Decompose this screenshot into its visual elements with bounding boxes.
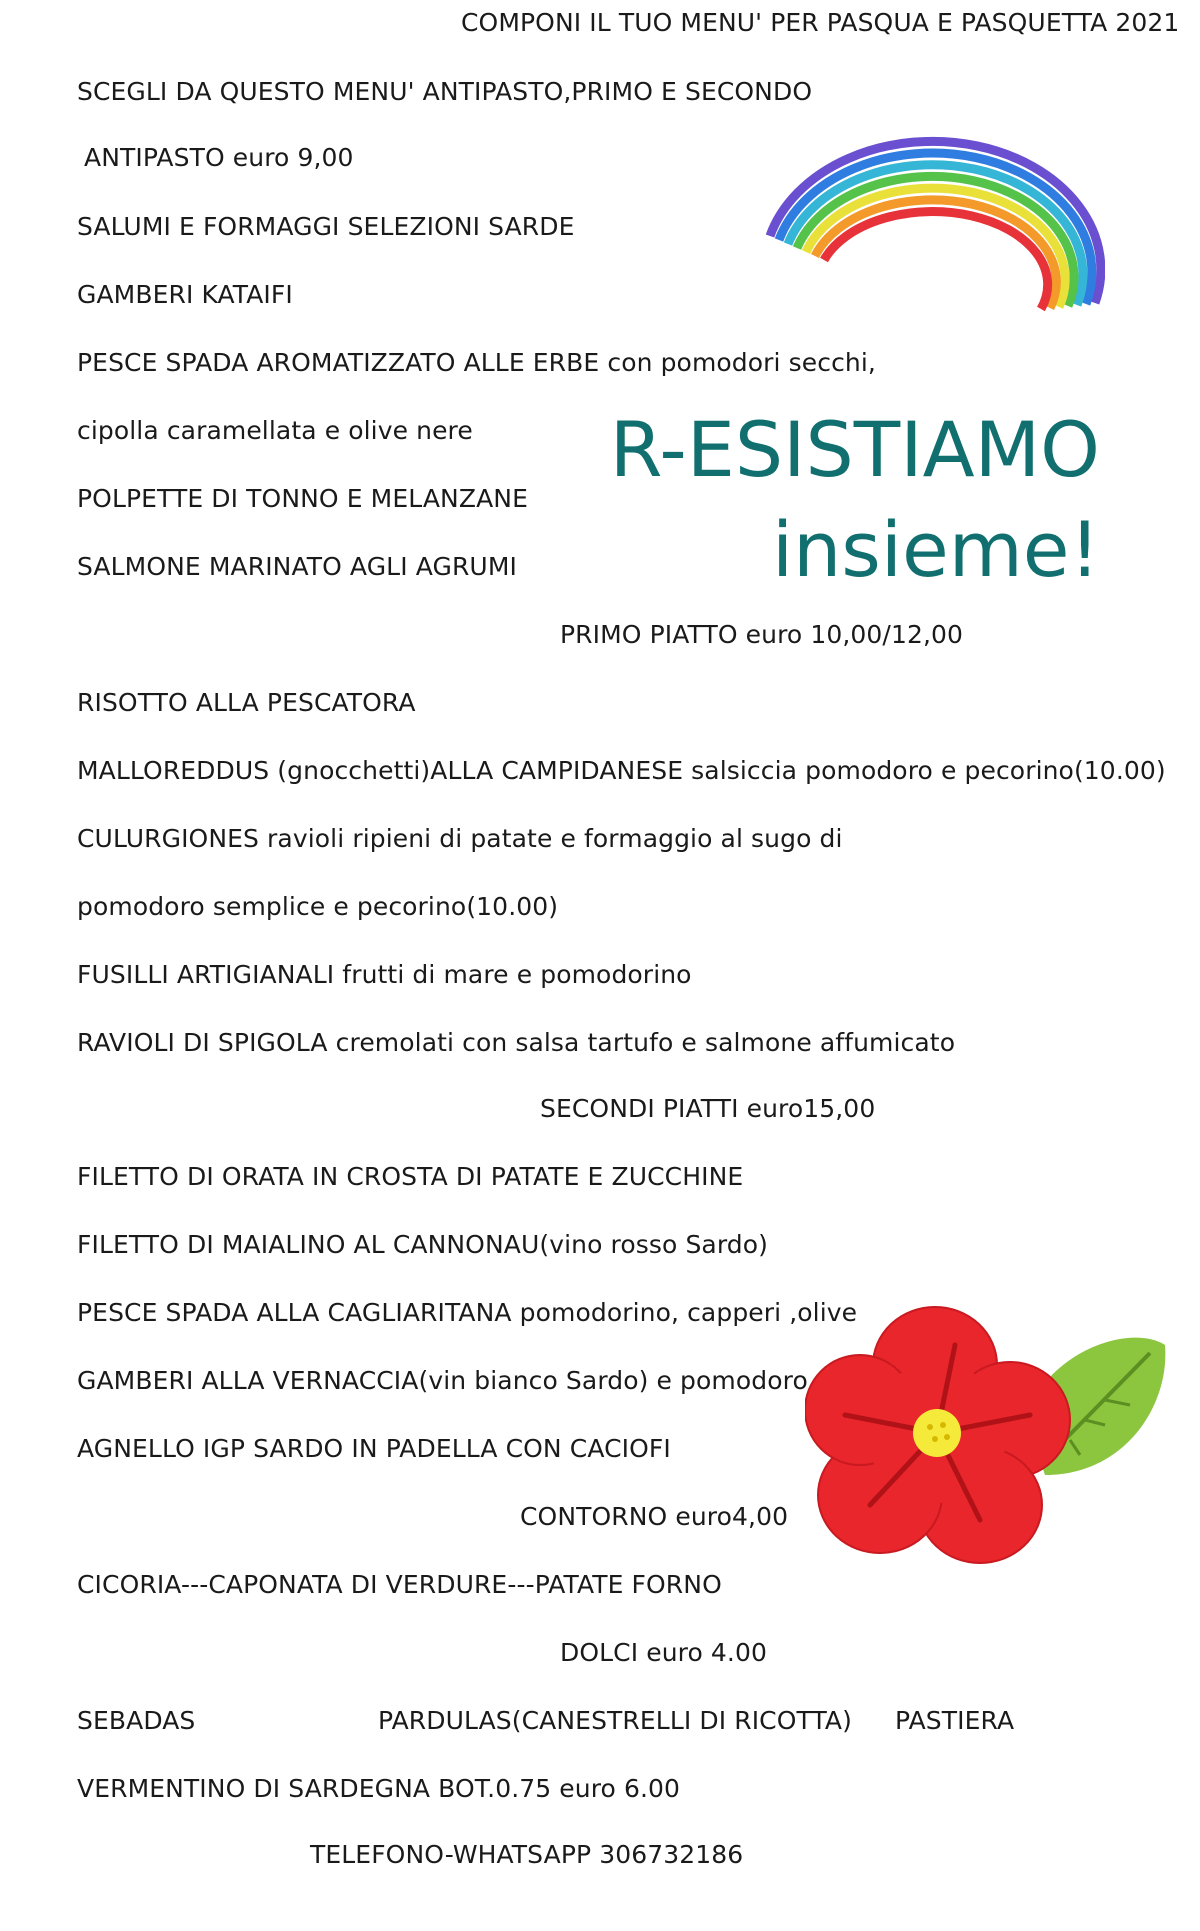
slogan-line-1: R-ESISTIAMO [609,405,1100,494]
dolci-item: PASTIERA [895,1706,1015,1735]
secondi-item: FILETTO DI ORATA IN CROSTA DI PATATE E ZUCCHINE [77,1162,744,1191]
primo-item: pomodoro semplice e pecorino(10.00) [77,892,559,921]
antipasto-item: SALUMI E FORMAGGI SELEZIONI SARDE [77,212,575,241]
secondi-heading: SECONDI PIATTI euro15,00 [540,1094,876,1123]
antipasto-item: SALMONE MARINATO AGLI AGRUMI [77,552,517,581]
menu-title: COMPONI IL TUO MENU' PER PASQUA E PASQUETTA 2021 [461,8,1180,37]
flower-icon [805,1305,1175,1575]
primo-item: RISOTTO ALLA PESCATORA [77,688,416,717]
antipasto-item: cipolla caramellata e olive nere [77,416,473,445]
antipasto-item: GAMBERI KATAIFI [77,280,293,309]
menu-instructions: SCEGLI DA QUESTO MENU' ANTIPASTO,PRIMO E SECONDO [77,77,813,106]
flower-center [913,1409,961,1457]
secondi-item: FILETTO DI MAIALINO AL CANNONAU(vino rosso Sardo) [77,1230,769,1259]
primo-item: CULURGIONES ravioli ripieni di patate e formaggio al sugo di [77,824,843,853]
primo-item: FUSILLI ARTIGIANALI frutti di mare e pomodorino [77,960,692,989]
slogan-line-2: insieme! [771,505,1100,594]
primo-item: RAVIOLI DI SPIGOLA cremolati con salsa tartufo e salmone affumicato [77,1028,956,1057]
secondi-item: AGNELLO IGP SARDO IN PADELLA CON CACIOFI [77,1434,671,1463]
contact-phone: TELEFONO-WHATSAPP 306732186 [310,1840,744,1869]
dolci-heading: DOLCI euro 4.00 [560,1638,767,1667]
wine-line: VERMENTINO DI SARDEGNA BOT.0.75 euro 6.00 [77,1774,681,1803]
dolci-item: PARDULAS(CANESTRELLI DI RICOTTA) [378,1706,852,1735]
rainbow-icon [755,118,1105,318]
dolci-item: SEBADAS [77,1706,196,1735]
contorno-heading: CONTORNO euro4,00 [520,1502,789,1531]
secondi-item: PESCE SPADA ALLA CAGLIARITANA pomodorino, capperi ,olive [77,1298,858,1327]
antipasto-item: POLPETTE DI TONNO E MELANZANE [77,484,528,513]
antipasto-item: PESCE SPADA AROMATIZZATO ALLE ERBE con pomodori secchi, [77,348,876,377]
contorno-item: CICORIA---CAPONATA DI VERDURE---PATATE FORNO [77,1570,722,1599]
antipasto-heading: ANTIPASTO euro 9,00 [84,143,354,172]
secondi-item: GAMBERI ALLA VERNACCIA(vin bianco Sardo) e pomodoro [77,1366,808,1395]
primo-heading: PRIMO PIATTO euro 10,00/12,00 [560,620,964,649]
primo-item: MALLOREDDUS (gnocchetti)ALLA CAMPIDANESE salsiccia pomodoro e pecorino(10.00) [77,756,1166,785]
